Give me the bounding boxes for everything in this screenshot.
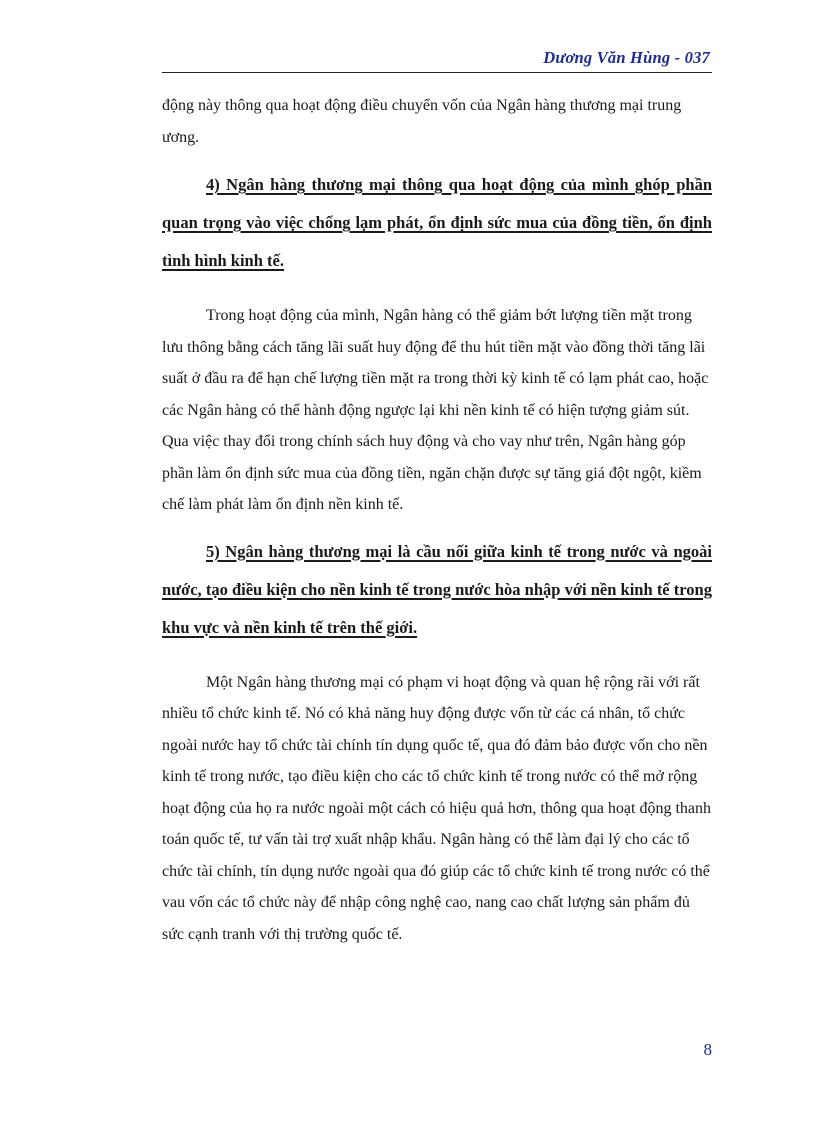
continuation-paragraph: động này thông qua hoạt động điều chuyển vốn của Ngân hàng thương mại trung ương.	[162, 97, 682, 146]
body-paragraph: Trong hoạt động của mình, Ngân hàng có thể giảm bớt lượng tiền mặt trong lưu thông bằng cách tăng lãi suất huy động để thu hút tiền mặt vào đồng thời tăng lãi suất ở đầu ra để hạn chế lượng tiền mặt ra trong thời kỳ kinh tế có lạm phát cao, hoặc các Ngân hàng có thể hành động ngược lại khi nền kinh tế có hiện tượng giảm sút. Qua việc thay đổi trong chính sách huy động và cho vay như trên, Ngân hàng góp phần làm ổn định sức mua của đồng tiền, ngăn chặn được sự tăng giá đột ngột, kiềm chế làm phát làm ổn định nền kinh tế.	[162, 307, 709, 513]
page-number: 8	[703, 1040, 712, 1059]
header-author: Dương Văn Hùng - 037	[543, 48, 710, 67]
document-body	[162, 90, 712, 950]
page-header	[162, 44, 712, 73]
section-heading-4: 4) Ngân hàng thương mại thông qua hoạt động của mình ghóp phần quan trọng vào việc chống lạm phát, ổn định sức mua của đồng tiền, ổn định tình hình kinh tế.	[162, 175, 712, 270]
section-heading-5: 5) Ngân hàng thương mại là cầu nối giữa kinh tế trong nước và ngoài nước, tạo điều kiện cho nền kinh tế trong nước hòa nhập với nền kinh tế trong khu vực và nền kinh tế trên thế giới.	[162, 541, 712, 637]
body-paragraph: Một Ngân hàng thương mại có phạm vi hoạt động và quan hệ rộng rãi với rất nhiều tổ chức kinh tế. Nó có khả năng huy động được vốn từ các cá nhân, tổ chức ngoài nước hay tổ chức tài chính tín dụng quốc tế, qua đó đảm bảo được vốn cho nền kinh tế trong nước, tạo điều kiện cho các tổ chức kinh tế trong nước có thể mở rộng hoạt động của họ ra nước ngoài một cách có hiệu quả hơn, thông qua hoạt động thanh toán quốc tế, tư vấn tài trợ xuất nhập khẩu. Ngân hàng có thể làm đại lý cho các tổ chức tài chính, tín dụng nước ngoài qua đó giúp các tổ chức kinh tế trong nước có thể vau vốn các tổ chức này để nhập công nghệ cao, nang cao chất lượng sản phẩm đủ sức cạnh tranh với thị trường quốc tế.	[162, 673, 712, 943]
